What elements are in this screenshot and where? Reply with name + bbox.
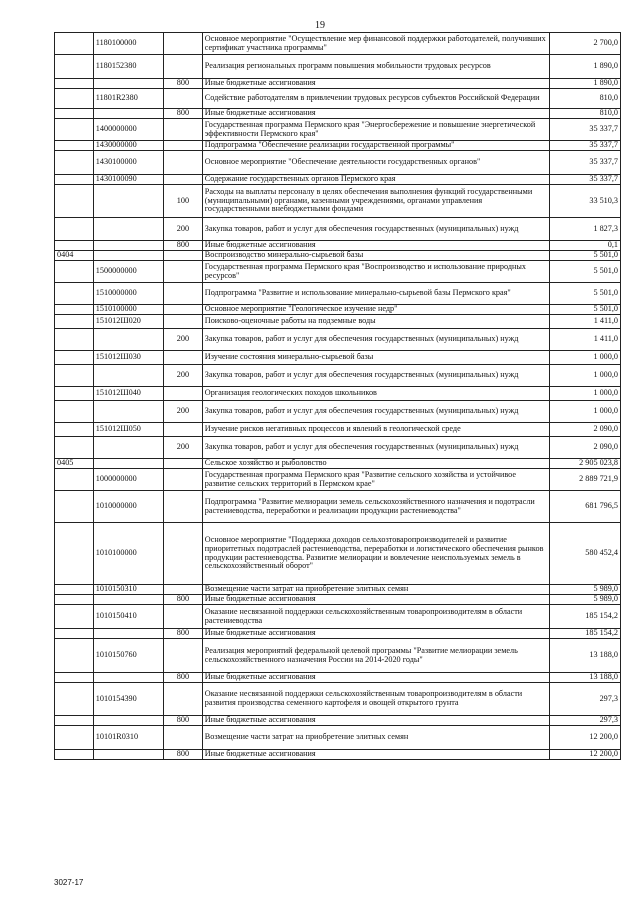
sum-cell: 13 188,0 [549,639,620,673]
expense-type-cell [164,387,203,401]
article-cell: 1180100000 [93,33,163,55]
article-cell: 1010150760 [93,639,163,673]
name-cell: Поисково-оценочные работы на подземные воды [202,315,549,329]
name-cell: Закупка товаров, работ и услуг для обеспечения государственных (муниципальных) нужд [202,401,549,423]
article-cell [93,365,163,387]
name-cell: Государственная программа Пермского края "Воспроизводство и использование природных ресурсов" [202,261,549,283]
sum-cell: 5 501,0 [549,305,620,315]
expense-type-cell [164,119,203,141]
page-number: 19 [315,20,325,31]
expense-type-cell [164,523,203,585]
expense-type-cell: 200 [164,329,203,351]
expense-type-cell [164,251,203,261]
expense-type-cell [164,283,203,305]
expense-type-cell: 200 [164,401,203,423]
article-cell: 151012Ш050 [93,423,163,437]
table-row [55,387,621,401]
table-row [55,251,621,261]
expense-type-cell: 800 [164,241,203,251]
expense-type-cell [164,459,203,469]
section-cell [55,151,94,175]
table-row [55,629,621,639]
expense-type-cell [164,726,203,750]
section-cell: 0405 [55,459,94,469]
table-row [55,401,621,423]
article-cell [93,459,163,469]
name-cell: Изучение рисков негативных процессов и явлений в геологической среде [202,423,549,437]
sum-cell: 5 501,0 [549,261,620,283]
table-row [55,109,621,119]
section-cell [55,673,94,683]
table-row [55,423,621,437]
table-row [55,305,621,315]
section-cell [55,305,94,315]
table-row [55,185,621,218]
section-cell [55,437,94,459]
name-cell: Закупка товаров, работ и услуг для обеспечения государственных (муниципальных) нужд [202,365,549,387]
table-row [55,726,621,750]
article-cell: 11801R2380 [93,89,163,109]
article-cell: 1010100000 [93,523,163,585]
section-cell [55,750,94,760]
expense-type-cell: 800 [164,750,203,760]
article-cell: 1430100090 [93,175,163,185]
table-row [55,585,621,595]
table-row [55,639,621,673]
table-row [55,491,621,523]
table-row [55,175,621,185]
article-cell: 1510100000 [93,305,163,315]
name-cell: Иные бюджетные ассигнования [202,241,549,251]
table-row [55,89,621,109]
expense-type-cell [164,141,203,151]
table-row [55,218,621,241]
table-row [55,523,621,585]
table-row [55,673,621,683]
name-cell: Изучение состояния минерально-сырьевой базы [202,351,549,365]
section-cell [55,261,94,283]
name-cell: Иные бюджетные ассигнования [202,673,549,683]
sum-cell: 1 000,0 [549,351,620,365]
expense-type-cell: 200 [164,437,203,459]
expense-type-cell [164,315,203,329]
sum-cell: 5 501,0 [549,283,620,305]
section-cell [55,595,94,605]
section-cell [55,387,94,401]
table-row [55,683,621,716]
section-cell [55,351,94,365]
name-cell: Расходы на выплаты персоналу в целях обеспечения выполнения функций государственными (муниципальными) органами, казенными учреждениями, органами управления государственными внебюджетными фондами [202,185,549,218]
expense-type-cell [164,491,203,523]
section-cell [55,141,94,151]
expense-type-cell [164,639,203,673]
expense-type-cell [164,469,203,491]
sum-cell: 1 000,0 [549,401,620,423]
name-cell: Реализация региональных программ повышения мобильности трудовых ресурсов [202,55,549,79]
section-cell [55,119,94,141]
article-cell: 1430100000 [93,151,163,175]
sum-cell: 1 411,0 [549,315,620,329]
expense-type-cell [164,151,203,175]
name-cell: Организация геологических походов школьников [202,387,549,401]
section-cell [55,401,94,423]
article-cell: 10101R0310 [93,726,163,750]
section-cell [55,639,94,673]
name-cell: Иные бюджетные ассигнования [202,79,549,89]
article-cell [93,437,163,459]
article-cell [93,750,163,760]
table-row [55,261,621,283]
article-cell [93,716,163,726]
name-cell: Закупка товаров, работ и услуг для обеспечения государственных (муниципальных) нужд [202,218,549,241]
name-cell: Иные бюджетные ассигнования [202,750,549,760]
sum-cell: 1 827,3 [549,218,620,241]
section-cell [55,585,94,595]
sum-cell: 2 889 721,9 [549,469,620,491]
sum-cell: 1 000,0 [549,387,620,401]
article-cell: 151012Ш030 [93,351,163,365]
expense-type-cell [164,33,203,55]
table-row [55,79,621,89]
section-cell: 0404 [55,251,94,261]
sum-cell: 1 890,0 [549,79,620,89]
article-cell: 1500000000 [93,261,163,283]
section-cell [55,218,94,241]
name-cell: Оказание несвязанной поддержки сельскохозяйственным товаропроизводителям в области развития производства семенного картофеля и овощей открытого грунта [202,683,549,716]
section-cell [55,109,94,119]
article-cell: 151012Ш020 [93,315,163,329]
sum-cell: 810,0 [549,109,620,119]
article-cell [93,401,163,423]
expense-type-cell [164,55,203,79]
section-cell [55,491,94,523]
table-row [55,459,621,469]
name-cell: Сельское хозяйство и рыболовство [202,459,549,469]
name-cell: Основное мероприятие "Осуществление мер финансовой поддержки работодателей, получивших сертификат участника программы" [202,33,549,55]
section-cell [55,423,94,437]
table-row [55,437,621,459]
sum-cell: 35 337,7 [549,151,620,175]
name-cell: Воспроизводство минерально-сырьевой базы [202,251,549,261]
sum-cell: 1 411,0 [549,329,620,351]
expense-type-cell: 200 [164,218,203,241]
table-row [55,151,621,175]
expense-type-cell [164,175,203,185]
article-cell: 1010000000 [93,491,163,523]
name-cell: Иные бюджетные ассигнования [202,109,549,119]
expense-type-cell: 800 [164,629,203,639]
section-cell [55,629,94,639]
budget-table-body [55,33,621,760]
sum-cell: 33 510,3 [549,185,620,218]
section-cell [55,329,94,351]
article-cell [93,629,163,639]
expense-type-cell: 800 [164,109,203,119]
expense-type-cell [164,351,203,365]
sum-cell: 297,3 [549,716,620,726]
article-cell: 1510000000 [93,283,163,305]
article-cell: 1010154390 [93,683,163,716]
table-row [55,365,621,387]
name-cell: Иные бюджетные ассигнования [202,629,549,639]
sum-cell: 297,3 [549,683,620,716]
article-cell [93,673,163,683]
sum-cell: 5 989,0 [549,595,620,605]
article-cell [93,79,163,89]
sum-cell: 2 700,0 [549,33,620,55]
sum-cell: 35 337,7 [549,175,620,185]
table-row [55,315,621,329]
sum-cell: 185 154,2 [549,629,620,639]
name-cell: Реализация мероприятий федеральной целевой программы "Развитие мелиорации земель сельскохозяйственного назначения России на 2014-2020 годы" [202,639,549,673]
name-cell: Основное мероприятие "Поддержка доходов сельхозтоваропроизводителей и развитие приоритетных подотраслей растениеводства, переработки и логистического обеспечения рынков продукции растениеводства. Развитие мелиорации и вовлечение неиспользуемых земель в сельскохозяйственный оборот" [202,523,549,585]
expense-type-cell [164,261,203,283]
sum-cell: 1 890,0 [549,55,620,79]
table-row [55,595,621,605]
expense-type-cell: 200 [164,365,203,387]
name-cell: Закупка товаров, работ и услуг для обеспечения государственных (муниципальных) нужд [202,437,549,459]
article-cell [93,251,163,261]
article-cell [93,595,163,605]
sum-cell: 5 989,0 [549,585,620,595]
expense-type-cell: 800 [164,595,203,605]
article-cell: 1000000000 [93,469,163,491]
section-cell [55,55,94,79]
article-cell: 1430000000 [93,141,163,151]
article-cell [93,241,163,251]
table-row [55,33,621,55]
name-cell: Подпрограмма "Развитие и использование минерально-сырьевой базы Пермского края" [202,283,549,305]
name-cell: Иные бюджетные ассигнования [202,595,549,605]
section-cell [55,33,94,55]
sum-cell: 810,0 [549,89,620,109]
name-cell: Подпрограмма "Обеспечение реализации государственной программы" [202,141,549,151]
expense-type-cell [164,605,203,629]
sum-cell: 12 200,0 [549,750,620,760]
table-row [55,329,621,351]
article-cell: 1180152380 [93,55,163,79]
section-cell [55,365,94,387]
sum-cell: 13 188,0 [549,673,620,683]
expense-type-cell [164,305,203,315]
expense-type-cell [164,89,203,109]
table-row [55,119,621,141]
name-cell: Возмещение части затрат на приобретение элитных семян [202,726,549,750]
sum-cell: 681 796,5 [549,491,620,523]
table-row [55,750,621,760]
article-cell [93,218,163,241]
section-cell [55,726,94,750]
section-cell [55,175,94,185]
name-cell: Подпрограмма "Развитие мелиорации земель сельскохозяйственного назначения и подотрасли растениеводства, переработки и реализации продукции растениеводства" [202,491,549,523]
sum-cell: 1 000,0 [549,365,620,387]
section-cell [55,683,94,716]
sum-cell: 0,1 [549,241,620,251]
table-row [55,605,621,629]
sum-cell: 2 090,0 [549,437,620,459]
sum-cell: 185 154,2 [549,605,620,629]
name-cell: Государственная программа Пермского края "Энергосбережение и повышение энергетической эффективности Пермского края" [202,119,549,141]
expense-type-cell: 800 [164,716,203,726]
section-cell [55,523,94,585]
section-cell [55,79,94,89]
article-cell [93,185,163,218]
expense-type-cell: 100 [164,185,203,218]
expense-type-cell [164,585,203,595]
article-cell: 1010150410 [93,605,163,629]
name-cell: Возмещение части затрат на приобретение элитных семян [202,585,549,595]
expense-type-cell: 800 [164,79,203,89]
table-row [55,141,621,151]
table-row [55,241,621,251]
sum-cell: 12 200,0 [549,726,620,750]
article-cell [93,329,163,351]
section-cell [55,605,94,629]
sum-cell: 580 452,4 [549,523,620,585]
article-cell [93,109,163,119]
section-cell [55,315,94,329]
name-cell: Содействие работодателям в привлечении трудовых ресурсов субъектов Российской Федерации [202,89,549,109]
article-cell: 151012Ш040 [93,387,163,401]
section-cell [55,469,94,491]
section-cell [55,283,94,305]
sum-cell: 2 905 023,8 [549,459,620,469]
expense-type-cell [164,423,203,437]
article-cell: 1010150310 [93,585,163,595]
sum-cell: 35 337,7 [549,141,620,151]
name-cell: Государственная программа Пермского края "Развитие сельского хозяйства и устойчивое развитие сельских территорий в Пермском крае" [202,469,549,491]
sum-cell: 5 501,0 [549,251,620,261]
article-cell: 1400000000 [93,119,163,141]
name-cell: Иные бюджетные ассигнования [202,716,549,726]
name-cell: Основное мероприятие "Геологическое изучение недр" [202,305,549,315]
table-row [55,55,621,79]
section-cell [55,185,94,218]
table-row [55,716,621,726]
sum-cell: 35 337,7 [549,119,620,141]
table-row [55,469,621,491]
name-cell: Оказание несвязанной поддержки сельскохозяйственным товаропроизводителям в области растениеводства [202,605,549,629]
table-row [55,283,621,305]
footer-code: 3027-17 [54,878,84,887]
name-cell: Основное мероприятие "Обеспечение деятельности государственных органов" [202,151,549,175]
name-cell: Содержание государственных органов Пермского края [202,175,549,185]
expense-type-cell [164,683,203,716]
sum-cell: 2 090,0 [549,423,620,437]
section-cell [55,716,94,726]
section-cell [55,241,94,251]
table-row [55,351,621,365]
name-cell: Закупка товаров, работ и услуг для обеспечения государственных (муниципальных) нужд [202,329,549,351]
budget-table [54,32,621,760]
expense-type-cell: 800 [164,673,203,683]
section-cell [55,89,94,109]
